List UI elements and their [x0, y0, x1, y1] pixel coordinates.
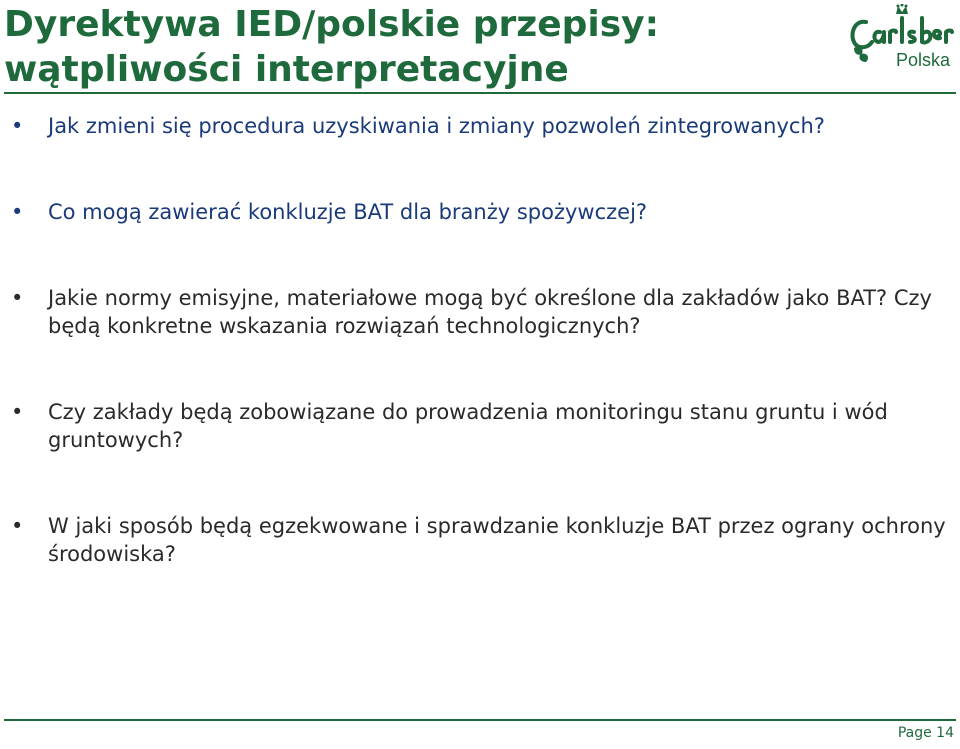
bullet-item	[0, 512, 960, 568]
slide-title-line-1: Dyrektywa IED/polskie przepisy:	[4, 4, 660, 45]
bullet-item	[0, 198, 960, 226]
crown-icon	[896, 4, 908, 14]
page-number: Page 14	[897, 725, 954, 741]
bullet-text: W jaki sposób będą egzekwowane i sprawdzanie konkluzje BAT przez ograny ochrony środowiska?	[48, 514, 946, 566]
bullet-item	[0, 284, 960, 340]
bullet-glyph: •	[11, 200, 24, 224]
bullet-text: Jak zmieni się procedura uzyskiwania i zmiany pozwoleń zintegrowanych?	[48, 114, 825, 138]
bullet-glyph: •	[11, 286, 24, 310]
slide-title-line-2: wątpliwości interpretacyjne	[4, 49, 569, 90]
carlsberg-logo	[846, 4, 956, 72]
bullet-text: Jakie normy emisyjne, materiałowe mogą być określone dla zakładów jako BAT? Czy będą konkretne wskazania rozwiązań technologicznych?	[48, 286, 932, 338]
bullet-list	[0, 112, 960, 626]
footer-divider	[4, 719, 956, 721]
bullet-item	[0, 398, 960, 454]
bullet-item	[0, 112, 960, 140]
bullet-text: Co mogą zawierać konkluzje BAT dla branży spożywczej?	[48, 200, 648, 224]
slide-title	[4, 2, 659, 92]
bullet-glyph: •	[11, 114, 24, 138]
bullet-glyph: •	[11, 514, 24, 538]
logo-subtitle: Polska	[896, 50, 951, 70]
bullet-text: Czy zakłady będą zobowiązane do prowadzenia monitoringu stanu gruntu i wód gruntowych?	[48, 400, 888, 452]
slide-footer	[0, 719, 960, 749]
header-divider	[4, 92, 956, 94]
carlsberg-wordmark	[853, 18, 953, 47]
bullet-glyph: •	[11, 400, 24, 424]
